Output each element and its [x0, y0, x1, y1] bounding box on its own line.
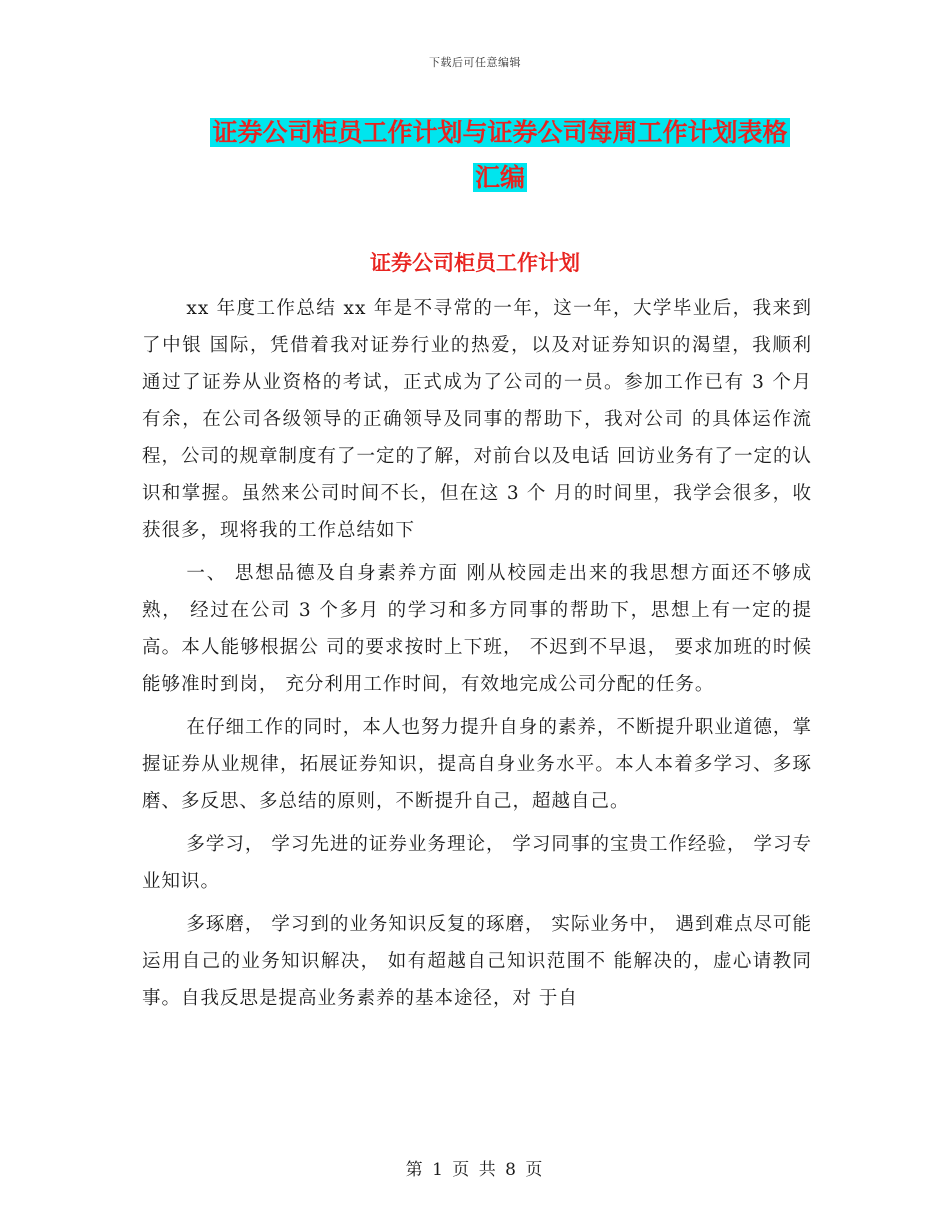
document-title: [140, 110, 860, 200]
paragraph: 多学习， 学习先进的证券业务理论， 学习同事的宝贵工作经验， 学习专业知识。: [142, 834, 812, 892]
paragraph: 一、 思想品德及自身素养方面 刚从校园走出来的我思想方面还不够成熟， 经过在公司 3 个多月 的学习和多方同事的帮助下，思想上有一定的提高。本人能够根据公 司的要求按时上下班， 不迟到不早退， 要求加班的时候能够准时到岗， 充分利用工作时间，有效地完成公司分配的任务。: [142, 563, 812, 695]
section-heading: 证券公司柜员工作计划: [370, 251, 580, 275]
paragraph: xx 年度工作总结 xx 年是不寻常的一年，这一年，大学毕业后，我来到了中银 国际，凭借着我对证券行业的热爱，以及对证券知识的渴望，我顺利 通过了证券从业资格的考试，正式成为了公司的一员。参加工作已有 3 个月有余，在公司各级领导的正确领导及同事的帮助下，我对公司 的具体运作流程，公司的规章制度有了一定的了解，对前台以及电话 回访业务有了一定的认识和掌握。虽然来公司时间不长，但在这 3 个 月的时间里，我学会很多，收获很多，现将我的工作总结如下: [142, 298, 812, 541]
page-footer: 第 1 页 共 8 页: [405, 1160, 545, 1180]
title-line-1: 证券公司柜员工作计划与证券公司每周工作计划表格: [212, 118, 788, 147]
title-line-2: 汇编: [474, 163, 525, 192]
header-note: 下载后可任意编辑: [429, 56, 521, 69]
body-text: [142, 290, 812, 1023]
paragraph: 多琢磨， 学习到的业务知识反复的琢磨， 实际业务中， 遇到难点尽可能运用自己的业务知识解决， 如有超越自己知识范围不 能解决的，虚心请教同事。自我反思是提高业务素养的基本途径，对 于自: [142, 914, 812, 1009]
paragraph: 在仔细工作的同时，本人也努力提升自身的素养，不断提升职业道德，掌握证券从业规律，拓展证券知识，提高自身业务水平。本人本着多学习、多琢磨、多反思、多总结的原则，不断提升自己，超越自己。: [142, 717, 812, 812]
